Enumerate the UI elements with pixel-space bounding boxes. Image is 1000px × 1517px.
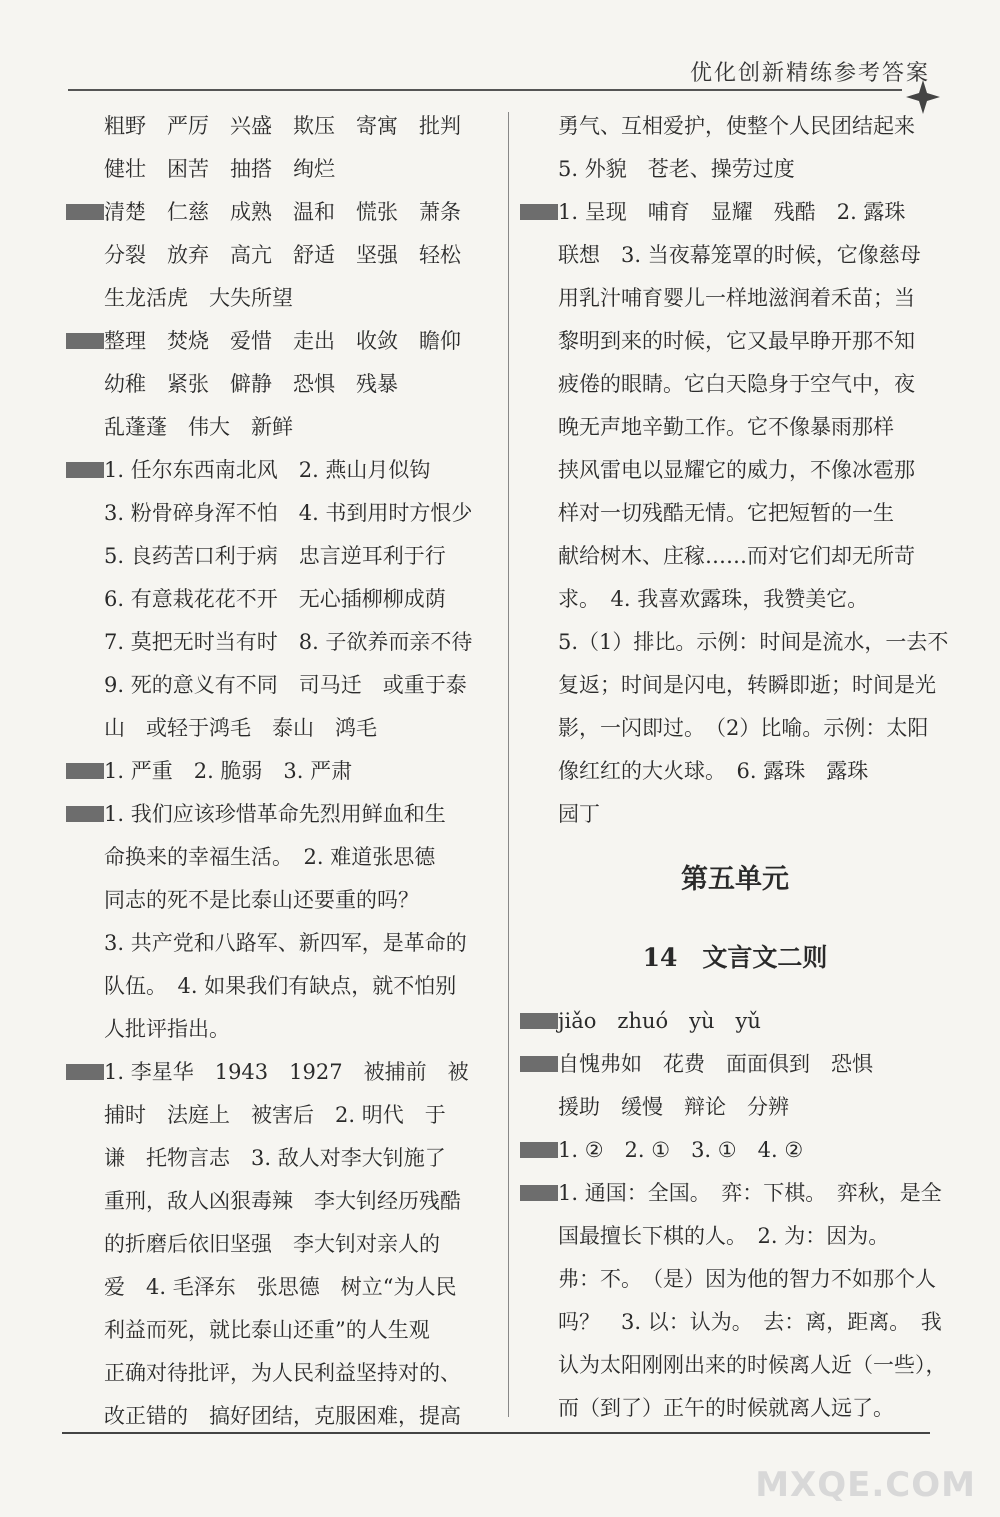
answer-text: 捕时 法庭上 被害后 2. 明代 于	[104, 1103, 446, 1127]
section-marker	[66, 806, 104, 822]
header-rule	[68, 89, 902, 91]
section-marker	[66, 462, 104, 478]
answer-line	[66, 1008, 496, 1051]
answer-text: 同志的死不是比泰山还要重的吗？	[104, 888, 419, 912]
answer-line	[520, 1215, 950, 1258]
section-marker	[520, 1056, 558, 1072]
section-marker	[520, 1013, 558, 1029]
watermark: MXQE.COM	[755, 1465, 976, 1505]
answer-text: 5. 外貌 苍老、操劳过度	[558, 157, 795, 181]
answer-text: 乱蓬蓬 伟大 新鲜	[104, 415, 293, 439]
answer-text: 重刑，敌人凶狠毒辣 李大钊经历残酷	[104, 1189, 461, 1213]
right-column	[520, 105, 950, 1430]
answer-text: 清楚 仁慈 成熟 温和 慌张 萧条	[104, 200, 461, 224]
answer-text: 的折磨后依旧坚强 李大钊对亲人的	[104, 1232, 440, 1256]
answer-text: 自愧弗如 花费 面面俱到 恐惧	[558, 1052, 873, 1076]
answer-line	[66, 836, 496, 879]
answer-line	[66, 191, 496, 234]
answer-line	[520, 750, 950, 793]
answer-line	[66, 1137, 496, 1180]
lesson-title: 14 文言文二则	[642, 943, 828, 972]
answer-line	[520, 492, 950, 535]
answer-line	[520, 234, 950, 277]
answer-line	[66, 750, 496, 793]
answer-text: 献给树木、庄稼……而对它们却无所苛	[558, 544, 915, 568]
answer-text: 生龙活虎 大失所望	[104, 286, 293, 310]
answer-text: 1. 呈现 哺育 显耀 残酷 2. 露珠	[558, 200, 906, 224]
answer-text: 吗？ 3. 以：认为。 去：离，距离。 我	[558, 1310, 942, 1334]
answer-line	[520, 1301, 950, 1344]
answer-line	[66, 105, 496, 148]
answer-text: 样对一切残酷无情。它把短暂的一生	[558, 501, 894, 525]
answer-text: 6. 有意栽花花不开 无心插柳柳成荫	[104, 587, 446, 611]
answer-text: 认为太阳刚刚出来的时候离人近（一些），	[558, 1353, 947, 1377]
answer-text: 黎明到来的时候，它又最早睁开那不知	[558, 329, 915, 353]
answer-text: 分裂 放弃 高亢 舒适 坚强 轻松	[104, 243, 461, 267]
answer-text: 幼稚 紧张 僻静 恐惧 残暴	[104, 372, 398, 396]
answer-text: 用乳汁哺育婴儿一样地滋润着禾苗；当	[558, 286, 915, 310]
answer-line	[520, 664, 950, 707]
answer-text: jiǎo zhuó yù yǔ	[558, 1009, 761, 1033]
header-title: 优化创新精练参考答案	[689, 61, 930, 86]
answer-line	[66, 363, 496, 406]
answer-line	[520, 105, 950, 148]
answer-line	[520, 320, 950, 363]
answer-text: 援助 缓慢 辩论 分辨	[558, 1095, 789, 1119]
answer-text: 晚无声地辛勤工作。它不像暴雨那样	[558, 415, 894, 439]
answer-text: 爱 4. 毛泽东 张思德 树立“为人民	[104, 1275, 457, 1299]
answer-text: 健壮 困苦 抽搭 绚烂	[104, 157, 335, 181]
answer-line	[520, 1000, 950, 1043]
answer-line	[66, 965, 496, 1008]
answer-line	[520, 1387, 950, 1430]
answer-line	[66, 277, 496, 320]
answer-line	[66, 578, 496, 621]
answer-text: 5.（1）排比。示例：时间是流水，一去不	[558, 630, 949, 654]
answer-line	[520, 793, 950, 836]
answer-text: 改正错的 搞好团结，克服困难，提高	[104, 1404, 461, 1428]
answer-text: 疲倦的眼睛。它白天隐身于空气中，夜	[558, 372, 915, 396]
answer-text: 1. 我们应该珍惜革命先烈用鲜血和生	[104, 802, 446, 826]
answer-line	[66, 664, 496, 707]
answer-text: 谦 托物言志 3. 敌人对李大钊施了	[104, 1146, 446, 1170]
answer-line	[66, 148, 496, 191]
answer-text: 1. 通国：全国。 弈：下棋。 弈秋，是全	[558, 1181, 942, 1205]
answer-text: 弗：不。 （是）因为他的智力不如那个人	[558, 1267, 936, 1291]
answer-text: 正确对待批评，为人民利益坚持对的、	[104, 1361, 461, 1385]
answer-line	[520, 535, 950, 578]
answer-line	[66, 1094, 496, 1137]
answer-line	[66, 922, 496, 965]
answer-text: 而（到了）正午的时候就离人远了。	[558, 1396, 894, 1420]
answer-text: 挟风雷电以显耀它的威力，不像冰雹那	[558, 458, 915, 482]
answer-line	[66, 1223, 496, 1266]
answer-text: 影，一闪即过。 （2）比喻。示例：太阳	[558, 716, 929, 740]
left-column	[66, 105, 496, 1438]
footer-rule	[62, 1432, 930, 1434]
answer-line	[520, 277, 950, 320]
answer-line	[66, 449, 496, 492]
answer-line	[520, 707, 950, 750]
answer-line	[66, 1051, 496, 1094]
answer-line	[66, 1266, 496, 1309]
section-marker	[66, 763, 104, 779]
answer-text: 7. 莫把无时当有时 8. 子欲养而亲不待	[104, 630, 473, 654]
answer-line	[520, 1172, 950, 1215]
answer-line	[66, 406, 496, 449]
section-marker	[520, 1185, 558, 1201]
answer-line	[520, 1344, 950, 1387]
answer-text: 9. 死的意义有不同 司马迁 或重于泰	[104, 673, 467, 697]
answer-line	[66, 492, 496, 535]
answer-text: 粗野 严厉 兴盛 欺压 寄寓 批判	[104, 114, 461, 138]
answer-line	[66, 1309, 496, 1352]
section-marker	[520, 1142, 558, 1158]
answer-line	[66, 793, 496, 836]
column-divider	[508, 112, 509, 1417]
answer-text: 1. 李星华 1943 1927 被捕前 被	[104, 1060, 469, 1084]
answer-line	[520, 621, 950, 664]
answer-line	[66, 320, 496, 363]
answer-text: 5. 良药苦口利于病 忠言逆耳利于行	[104, 544, 446, 568]
answer-text: 复返；时间是闪电，转瞬即逝；时间是光	[558, 673, 936, 697]
answer-line	[66, 621, 496, 664]
answer-text: 3. 共产党和八路军、新四军，是革命的	[104, 931, 467, 955]
answer-line	[66, 234, 496, 277]
answer-text: 命换来的幸福生活。 2. 难道张思德	[104, 845, 436, 869]
answer-text: 勇气、互相爱护，使整个人民团结起来	[558, 114, 915, 138]
answer-line	[520, 1258, 950, 1301]
answer-line	[520, 363, 950, 406]
answer-line	[520, 406, 950, 449]
answer-text: 整理 焚烧 爱惜 走出 收敛 瞻仰	[104, 329, 461, 353]
section-marker	[66, 1064, 104, 1080]
answer-line	[520, 1043, 950, 1086]
answer-text: 山 或轻于鸿毛 泰山 鸿毛	[104, 716, 377, 740]
answer-line	[520, 578, 950, 621]
unit-title: 第五单元	[681, 864, 789, 895]
answer-text: 像红红的大火球。 6. 露珠 露珠	[558, 759, 869, 783]
answer-line	[520, 1086, 950, 1129]
answer-text: 1. 任尔东西南北风 2. 燕山月似钩	[104, 458, 431, 482]
answer-line	[66, 1352, 496, 1395]
answer-line	[66, 707, 496, 750]
section-marker	[66, 333, 104, 349]
answer-text: 3. 粉骨碎身浑不怕 4. 书到用时方恨少	[104, 501, 473, 525]
answer-text: 求。 4. 我喜欢露珠，我赞美它。	[558, 587, 869, 611]
answer-text: 园丁	[558, 802, 600, 826]
answer-line	[66, 879, 496, 922]
answer-line	[66, 535, 496, 578]
answer-line	[520, 1129, 950, 1172]
answer-text: 人批评指出。	[104, 1017, 230, 1041]
answer-text: 1. ② 2. ① 3. ① 4. ②	[558, 1138, 804, 1162]
section-marker	[66, 204, 104, 220]
answer-line	[520, 148, 950, 191]
answer-text: 利益而死，就比泰山还重”的人生观	[104, 1318, 430, 1342]
section-marker	[520, 204, 558, 220]
answer-line	[66, 1180, 496, 1223]
answer-text: 队伍。 4. 如果我们有缺点，就不怕别	[104, 974, 457, 998]
answer-text: 1. 严重 2. 脆弱 3. 严肃	[104, 759, 353, 783]
answer-text: 联想 3. 当夜幕笼罩的时候，它像慈母	[558, 243, 921, 267]
answer-line	[520, 191, 950, 234]
answer-line	[520, 449, 950, 492]
answer-text: 国最擅长下棋的人。 2. 为：因为。	[558, 1224, 890, 1248]
